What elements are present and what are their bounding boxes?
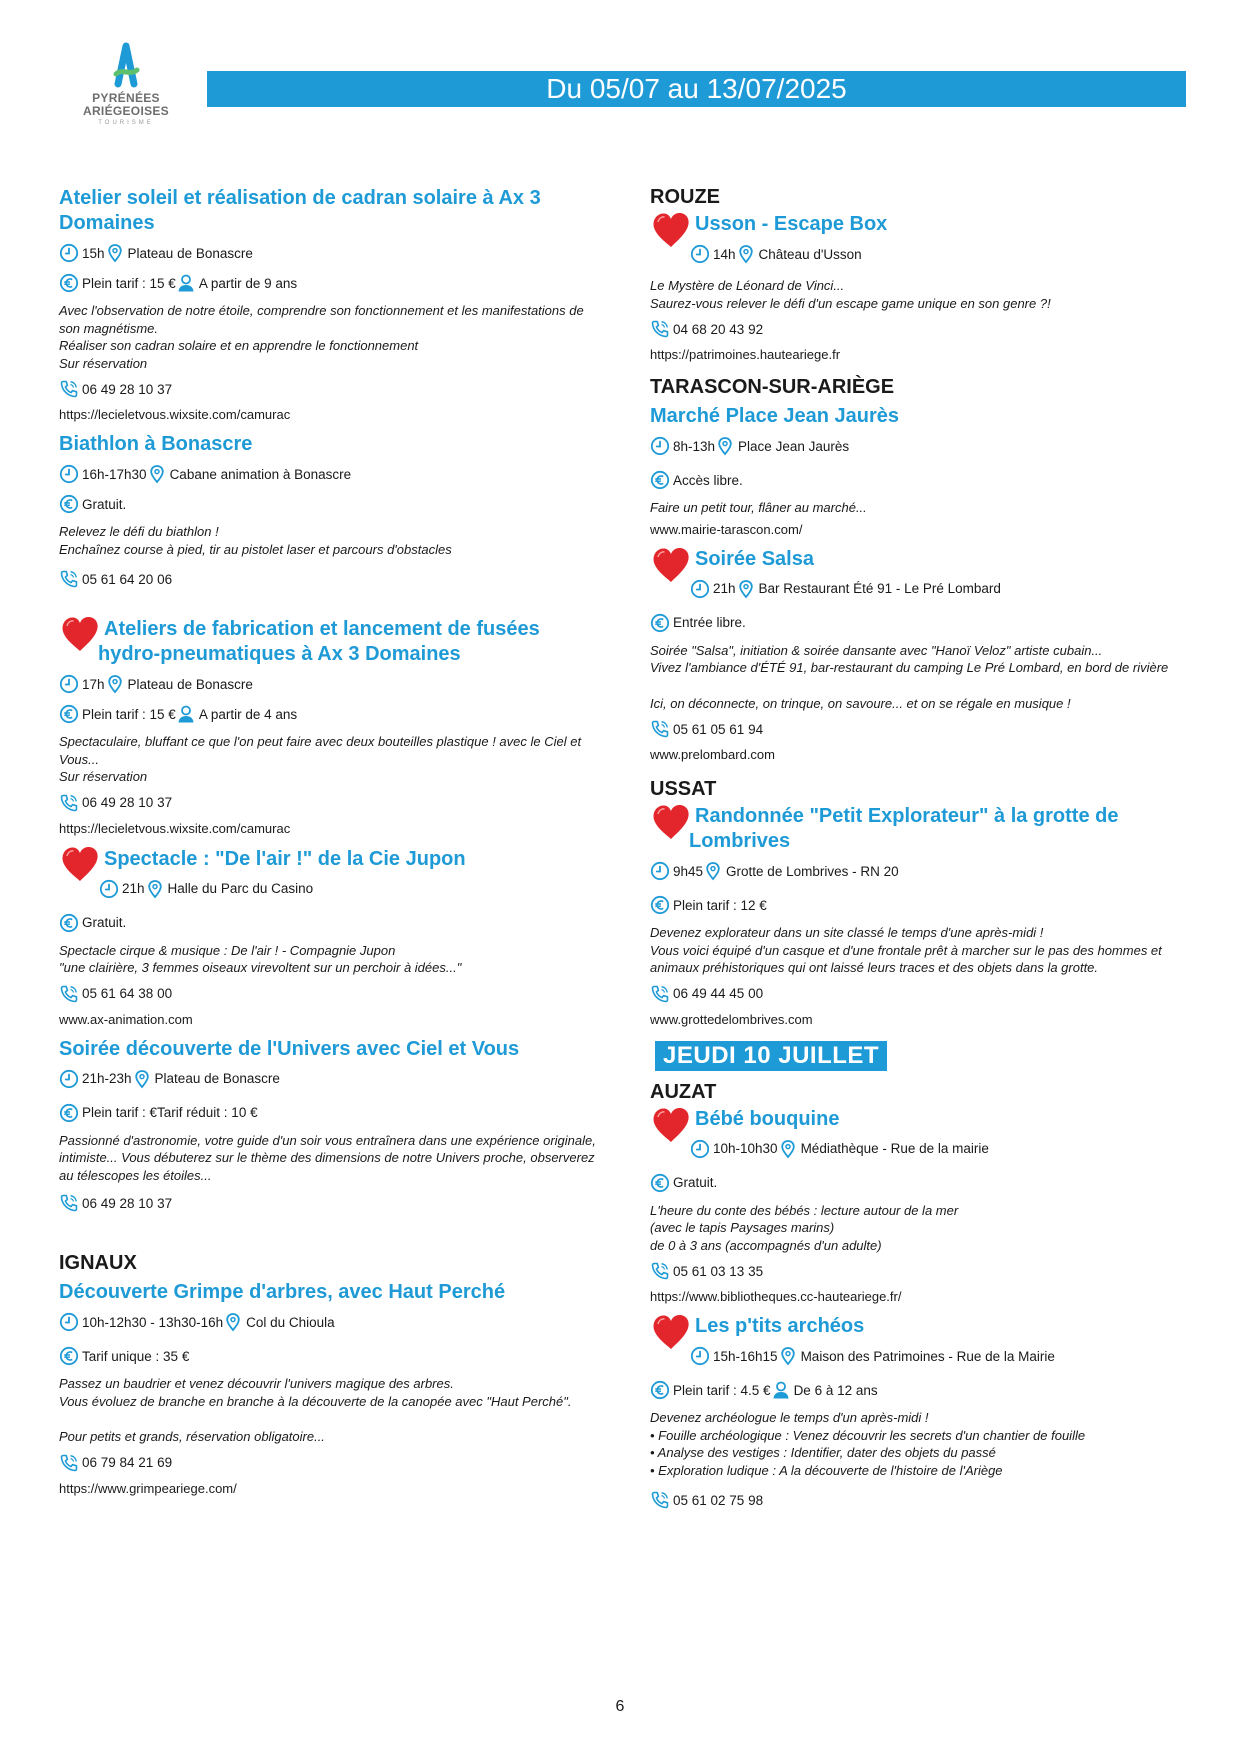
event-place: Plateau de Bonascre [127,245,253,261]
phone-icon [650,719,670,739]
event-title[interactable]: Soirée Salsa [695,547,814,570]
logo-line-2: ARIÉGEOISES [83,104,169,118]
event-grimpe [59,1280,604,1498]
event-contact [59,981,604,1007]
event-place: Bar Restaurant Été 91 - Le Pré Lombard [758,581,1001,596]
event-age: A partir de 4 ans [198,706,298,722]
event-title-line: hydro-pneumatiques à Ax 3 Domaines [98,643,461,665]
phone-icon [59,569,79,589]
event-place: Médiathèque - Rue de la mairie [800,1141,989,1156]
event-phone[interactable]: 05 61 03 13 35 [673,1263,764,1279]
desc-line: de 0 à 3 ans (accompagnés d'un adulte) [650,1237,882,1253]
event-description [650,277,1190,312]
event-title[interactable]: Marché Place Jean Jaurès [650,405,900,427]
phone-icon [650,984,670,1004]
pin-icon [778,1139,798,1159]
event-price: Accès libre. [673,472,743,488]
person-icon [176,704,196,724]
event-spectacle-jupon [59,844,604,1029]
event-place: Place Jean Jaurès [738,438,850,454]
event-place: Plateau de Bonascre [154,1071,280,1086]
event-time: 9h45 [673,863,704,879]
event-price: Entrée libre. [673,615,746,630]
event-time: 10h-10h30 [713,1141,778,1156]
pin-icon [736,579,756,599]
event-url[interactable]: www.prelombard.com [650,747,775,762]
event-description [650,1202,1190,1255]
event-schedule [59,1309,604,1335]
event-title[interactable] [650,802,1190,854]
event-title-line: Lombrives [689,830,791,852]
event-schedule [650,433,1190,459]
event-title-line: Ateliers de fabrication et lancement de fusées [104,618,540,640]
event-pricing [59,491,604,517]
event-phone[interactable]: 05 61 64 20 06 [82,571,173,587]
event-phone[interactable]: 06 49 28 10 37 [82,795,173,810]
desc-line: "une clairière, 3 femmes oiseaux virevoltent sur un perchoir à idées..." [59,960,462,975]
event-contact [59,790,604,816]
event-place: Maison des Patrimoines - Rue de la Mairie [800,1348,1055,1364]
event-price: Plein tarif : 12 € [673,897,767,913]
desc-line: Devenez explorateur dans un site classé le temps d'une après-midi ! [650,925,1044,940]
event-title[interactable]: Découverte Grimpe d'arbres, avec Haut Perché [59,1281,506,1303]
euro-icon [59,1346,79,1366]
event-atelier-soleil [59,186,604,424]
event-phone[interactable]: 06 79 84 21 69 [82,1455,173,1470]
euro-icon [650,895,670,915]
day-heading: JEUDI 10 JUILLET [655,1041,887,1071]
event-description [650,924,1190,977]
event-url[interactable]: www.grottedelombrives.com [650,1011,813,1027]
desc-line: • Fouille archéologique : Venez découvrir les secrets d'un chantier de fouille [650,1427,1086,1443]
event-pricing [59,910,604,936]
event-pricing [59,270,604,296]
event-contact [59,376,604,402]
brand-logo [66,40,186,140]
event-biathlon [59,432,604,592]
event-title[interactable]: Atelier soleil et réalisation de cadran solaire à Ax 3 Domaines [59,187,541,234]
event-price: Gratuit. [82,915,127,930]
clock-icon [690,1139,710,1159]
pin-icon [147,464,167,484]
euro-icon [59,704,79,724]
heart-icon [650,1105,692,1145]
event-phone[interactable]: 06 49 28 10 37 [82,1195,173,1211]
euro-icon [650,613,670,633]
euro-icon [650,1173,670,1193]
euro-icon [650,1380,670,1400]
event-phone[interactable]: 06 49 28 10 37 [82,381,173,397]
event-url[interactable]: www.mairie-tarascon.com/ [650,521,803,537]
euro-icon [650,470,670,490]
desc-line: Enchaînez course à pied, tir au pistolet laser et parcours d'obstacles [59,541,452,557]
desc-line: Sur réservation [59,355,148,371]
pin-icon [145,879,165,899]
event-escape-box [650,210,1190,364]
heart-icon [59,844,101,884]
event-time: 14h [713,246,736,262]
pin-icon [778,1346,798,1366]
clock-icon [690,579,710,599]
event-phone[interactable]: 05 61 02 75 98 [673,1492,764,1508]
event-time: 15h-16h15 [713,1348,778,1364]
event-price: Gratuit. [82,496,127,512]
event-pricing [650,610,1190,636]
phone-icon [650,319,670,339]
event-time: 15h [82,245,105,261]
phone-icon [59,1193,79,1213]
event-url[interactable]: https://lecieletvous.wixsite.com/camurac [59,820,291,836]
event-schedule [59,876,604,902]
event-phone[interactable]: 05 61 05 61 94 [673,721,764,737]
clock-icon [690,244,710,264]
person-icon [176,273,196,293]
event-title[interactable]: Bébé bouquine [695,1107,840,1130]
euro-icon [59,494,79,514]
event-title[interactable] [59,614,604,667]
desc-line: Relevez le défi du biathlon ! [59,524,219,539]
clock-icon [59,1312,79,1332]
clock-icon [690,1346,710,1366]
event-phone[interactable]: 04 68 20 43 92 [673,321,764,337]
event-salsa [650,545,1190,765]
phone-icon [59,1453,79,1473]
event-fusees [59,614,604,838]
event-place: Halle du Parc du Casino [167,881,314,896]
desc-line: Vivez l'ambiance d'ÉTÉ 91, bar-restaurant du camping Le Pré Lombard, en bord de rivière [650,660,1169,675]
event-title[interactable]: Les p'tits archéos [695,1315,865,1337]
event-randonnee [650,802,1190,1029]
event-contact [650,316,1190,342]
event-contact [59,566,604,592]
event-title[interactable]: Spectacle : "De l'air !" de la Cie Jupon [104,847,466,870]
event-contact [650,1258,1190,1284]
town-heading: ROUZE [650,186,720,208]
clock-icon [650,861,670,881]
desc-line: Soirée "Salsa", initiation & soirée dansante avec "Hanoï Veloz" artiste cubain... [650,642,1103,658]
event-marche [650,404,1190,539]
euro-icon [59,1103,79,1123]
clock-icon [59,674,79,694]
phone-icon [650,1490,670,1510]
event-title[interactable]: Soirée découverte de l'Univers avec Ciel et Vous [59,1037,520,1060]
person-icon [771,1380,791,1400]
event-pricing [59,701,604,727]
event-pricing [650,1170,1190,1196]
event-schedule [59,1066,604,1092]
event-schedule [650,858,1190,884]
heart-icon [650,545,692,585]
event-schedule [650,1136,1190,1162]
logo-line-3: TOURISME [98,120,154,126]
event-contact [59,1190,604,1216]
logo-line-1: PYRÉNÉES [92,91,160,105]
heart-icon [650,210,692,250]
event-description [59,733,604,786]
event-description [59,1375,604,1410]
event-place: Château d'Usson [758,246,862,262]
town-heading: USSAT [650,778,717,800]
pin-icon [715,436,735,456]
event-price: Tarif unique : 35 € [82,1348,190,1364]
phone-icon [650,1261,670,1281]
pin-icon [703,861,723,881]
event-url[interactable]: https://patrimoines.hauteariege.fr [650,347,841,362]
pin-icon [105,243,125,263]
desc-line: Spectacle cirque & musique : De l'air ! - Compagnie Jupon [59,942,396,958]
event-phone[interactable]: 05 61 64 38 00 [82,986,173,1001]
desc-line: Avec l'observation de notre étoile, comprendre son fonctionnement et les manifestations de son magnétisme. [59,303,584,336]
pin-icon [736,244,756,264]
event-bebe-bouquine [650,1105,1190,1307]
event-description: Passionné d'astronomie, votre guide d'un soir vous entraînera dans une expérience originale, intimiste... Vous débuterez sur le thème des dimensions de notre Univers proche, observerez au télescopes les étoiles... [59,1132,596,1183]
desc-line: • Exploration ludique : A la découverte de l'histoire de l'Ariège [650,1462,1003,1478]
town-heading: AUZAT [650,1080,717,1103]
event-contact [59,1450,604,1476]
event-schedule [59,461,604,487]
heart-icon [650,1312,692,1352]
event-pricing [59,1100,604,1126]
desc-line: Vous voici équipé d'un casque et d'une frontale prêt à marcher sur le pas des hommes et animaux préhistoriques qui ont laissé leurs traces et des objets dans la grotte. [650,942,1162,975]
event-title-line: Randonnée "Petit Explorateur" à la grotte de [695,805,1119,827]
event-contact [650,716,1190,742]
event-description [650,642,1190,677]
event-description [59,302,604,372]
clock-icon [99,879,119,899]
event-time: 8h-13h [673,438,716,454]
logo-mark-icon [104,40,148,92]
clock-icon [59,464,79,484]
town-heading: IGNAUX [59,1252,137,1274]
pin-icon [223,1312,243,1332]
euro-icon [59,913,79,933]
desc-line: Sur réservation [59,769,148,784]
desc-line: Vous évoluez de branche en branche à la découverte de la canopée avec "Haut Perché". [59,1393,572,1409]
event-time: 21h [713,581,736,596]
event-description [650,1409,1190,1479]
event-pricing [650,467,1190,493]
event-price: Gratuit. [673,1175,718,1190]
desc-line: Réaliser son cadran solaire et en apprendre le fonctionnement [59,338,419,353]
desc-line: L'heure du conte des bébés : lecture autour de la mer [650,1202,959,1218]
phone-icon [59,984,79,1004]
phone-icon [59,793,79,813]
event-place: Grotte de Lombrives - RN 20 [726,863,899,879]
pin-icon [132,1069,152,1089]
event-contact [650,981,1190,1007]
event-note: Pour petits et grands, réservation obligatoire... [59,1429,325,1444]
event-pricing [650,1377,1190,1403]
event-price: Plein tarif : €Tarif réduit : 10 € [82,1105,258,1120]
event-description [59,942,604,977]
event-age: A partir de 9 ans [198,275,298,291]
heart-icon [59,614,101,654]
event-url[interactable]: https://lecieletvous.wixsite.com/camurac [59,407,291,422]
date-range-banner: Du 05/07 au 13/07/2025 [207,71,1186,107]
event-time: 10h-12h30 - 13h30-16h [82,1314,224,1330]
event-ptits-archeos [650,1312,1190,1513]
event-schedule [59,671,604,697]
pin-icon [105,674,125,694]
event-schedule [650,1343,1190,1369]
event-place: Plateau de Bonascre [127,676,253,692]
desc-line: Saurez-vous relever le défi d'un escape game unique en son genre ?! [650,295,1051,311]
event-schedule [650,241,1190,267]
event-description [59,523,604,558]
page-number: 6 [615,1698,625,1715]
event-univers [59,1037,604,1217]
town-heading: TARASCON-SUR-ARIÈGE [650,376,895,398]
desc-line: • Analyse des vestiges : Identifier, dater des objets du passé [650,1445,996,1460]
clock-icon [650,436,670,456]
event-schedule [650,576,1190,602]
event-age: De 6 à 12 ans [793,1382,878,1398]
event-contact [650,1487,1190,1513]
euro-icon [59,273,79,293]
clock-icon [59,243,79,263]
event-title[interactable]: Usson - Escape Box [695,213,888,235]
desc-line: Devenez archéologue le temps d'un après-midi ! [650,1410,929,1425]
event-place: Col du Chioula [246,1314,335,1330]
event-url[interactable]: https://www.grimpeariege.com/ [59,1480,237,1496]
phone-icon [59,379,79,399]
event-pricing [650,892,1190,918]
event-phone[interactable]: 06 49 44 45 00 [673,986,764,1001]
desc-line: (avec le tapis Paysages marins) [650,1220,835,1235]
event-price: Plein tarif : 15 € [82,706,176,722]
event-pricing [59,1343,604,1369]
event-place: Cabane animation à Bonascre [169,466,352,482]
event-time: 21h [122,881,145,896]
desc-line: Passez un baudrier et venez découvrir l'univers magique des arbres. [59,1376,454,1391]
heart-icon [650,802,692,842]
event-url[interactable]: www.ax-animation.com [59,1011,193,1027]
event-price: Plein tarif : 4.5 € [673,1382,771,1398]
event-price: Plein tarif : 15 € [82,275,176,291]
event-title[interactable]: Biathlon à Bonascre [59,433,253,455]
event-time: 21h-23h [82,1071,132,1086]
event-url[interactable]: https://www.bibliotheques.cc-hauteariege.fr/ [650,1289,902,1304]
right-column [650,180,1190,1513]
event-time: 17h [82,676,105,692]
clock-icon [59,1069,79,1089]
event-schedule [59,240,604,266]
event-note: Ici, on déconnecte, on trinque, on savoure... et on se régale en musique ! [650,695,1071,711]
desc-line: Le Mystère de Léonard de Vinci... [650,278,845,293]
event-description: Faire un petit tour, flâner au marché... [650,500,867,515]
left-column [59,186,604,1498]
event-time: 16h-17h30 [82,466,147,482]
desc-line: Spectaculaire, bluffant ce que l'on peut faire avec deux bouteilles plastique ! avec le Ciel et Vous... [59,734,582,767]
